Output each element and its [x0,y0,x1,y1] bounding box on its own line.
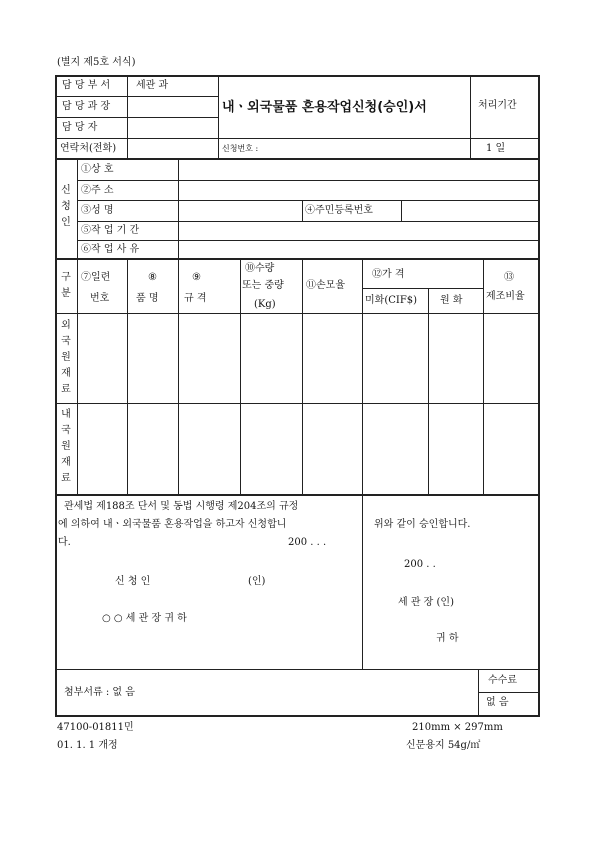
declaration-line-1: 관세법 제188조 단서 및 동법 시행령 제204조의 규정 [64,501,299,512]
spec-header: 규 격 [184,293,207,304]
declaration-line-3: 다. [58,537,71,548]
foreign-price-header: 미화(CIF$) [365,295,418,306]
item-name-header: 품 명 [136,293,159,304]
resident-number-label: ④주민등록번호 [305,205,373,216]
quantity-header-line3: (Kg) [254,299,276,310]
work-reason-label: ⑥작 업 사 유 [81,244,140,255]
fee-value: 없 음 [486,697,509,708]
attachments-label: 첨부서류 : 없 음 [64,687,135,698]
processing-period-value: 1 일 [486,143,506,154]
dept-value: 세관 과 [136,80,169,91]
applicant-sign-label: 신 청 인 [115,576,151,587]
revision-date: 01. 1. 1 개정 [57,740,118,751]
declaration-line-2: 에 의하여 내ㆍ외국물품 혼용작업을 하고자 신청합니 [58,519,287,530]
foreign-material-row-label: 외 국 원 재 료 [61,320,71,395]
serial-number-header-line2: 번호 [90,293,110,304]
price-header: ⑫가 격 [372,269,405,280]
address-label: ②주 소 [81,185,114,196]
work-period-label: ⑤작 업 기 간 [81,225,140,236]
quantity-header-line1: ⑩수량 [245,263,275,274]
name-label: ③성 명 [81,205,114,216]
loss-rate-header: ⑪손모율 [306,280,345,291]
section-chief-label: 담 당 과 장 [62,101,111,112]
applicant-side-label: 신 청 인 [61,185,71,228]
processing-period-label: 처리기간 [478,100,517,111]
mfg-ratio-header-number: ⑬ [504,272,514,283]
domestic-material-row-label: 내 국 원 재 료 [61,409,71,484]
won-price-header: 원 화 [440,295,463,306]
addressee: 귀 하 [436,633,459,644]
recipient-customs-head: ○ ○ 세 관 장 귀 하 [102,613,187,624]
fee-label: 수수료 [488,675,517,686]
declaration-date: 200 . . . [288,537,327,548]
applicant-seal: (인) [248,576,266,587]
division-header: 구 분 [61,272,71,299]
item-name-header-number: ⑧ [148,272,157,283]
form-number: 47100-01811민 [57,722,134,733]
application-number-label: 신청번호 : [222,144,259,153]
paper-type: 신문용지 54g/㎡ [406,740,481,751]
form-title: 내ㆍ외국물품 혼용작업신청(승인)서 [222,100,427,115]
approval-date: 200 . . [404,559,436,570]
trade-name-label: ①상 호 [81,164,114,175]
approval-text: 위와 같이 승인합니다. [374,519,471,530]
spec-header-number: ⑨ [192,272,201,283]
quantity-header-line2: 또는 중량 [242,280,284,291]
serial-number-header-line1: ⑦일련 [81,272,111,283]
contact-label: 연락처(전화) [60,143,117,154]
officer-label: 담 당 자 [62,122,98,133]
form-label: (별지 제5호 서식) [57,57,136,68]
dept-label: 담 당 부 서 [62,80,111,91]
mfg-ratio-header: 제조비율 [486,291,525,302]
paper-size: 210mm × 297mm [412,722,503,733]
customs-head-seal: 세 관 장 (인) [398,597,454,608]
